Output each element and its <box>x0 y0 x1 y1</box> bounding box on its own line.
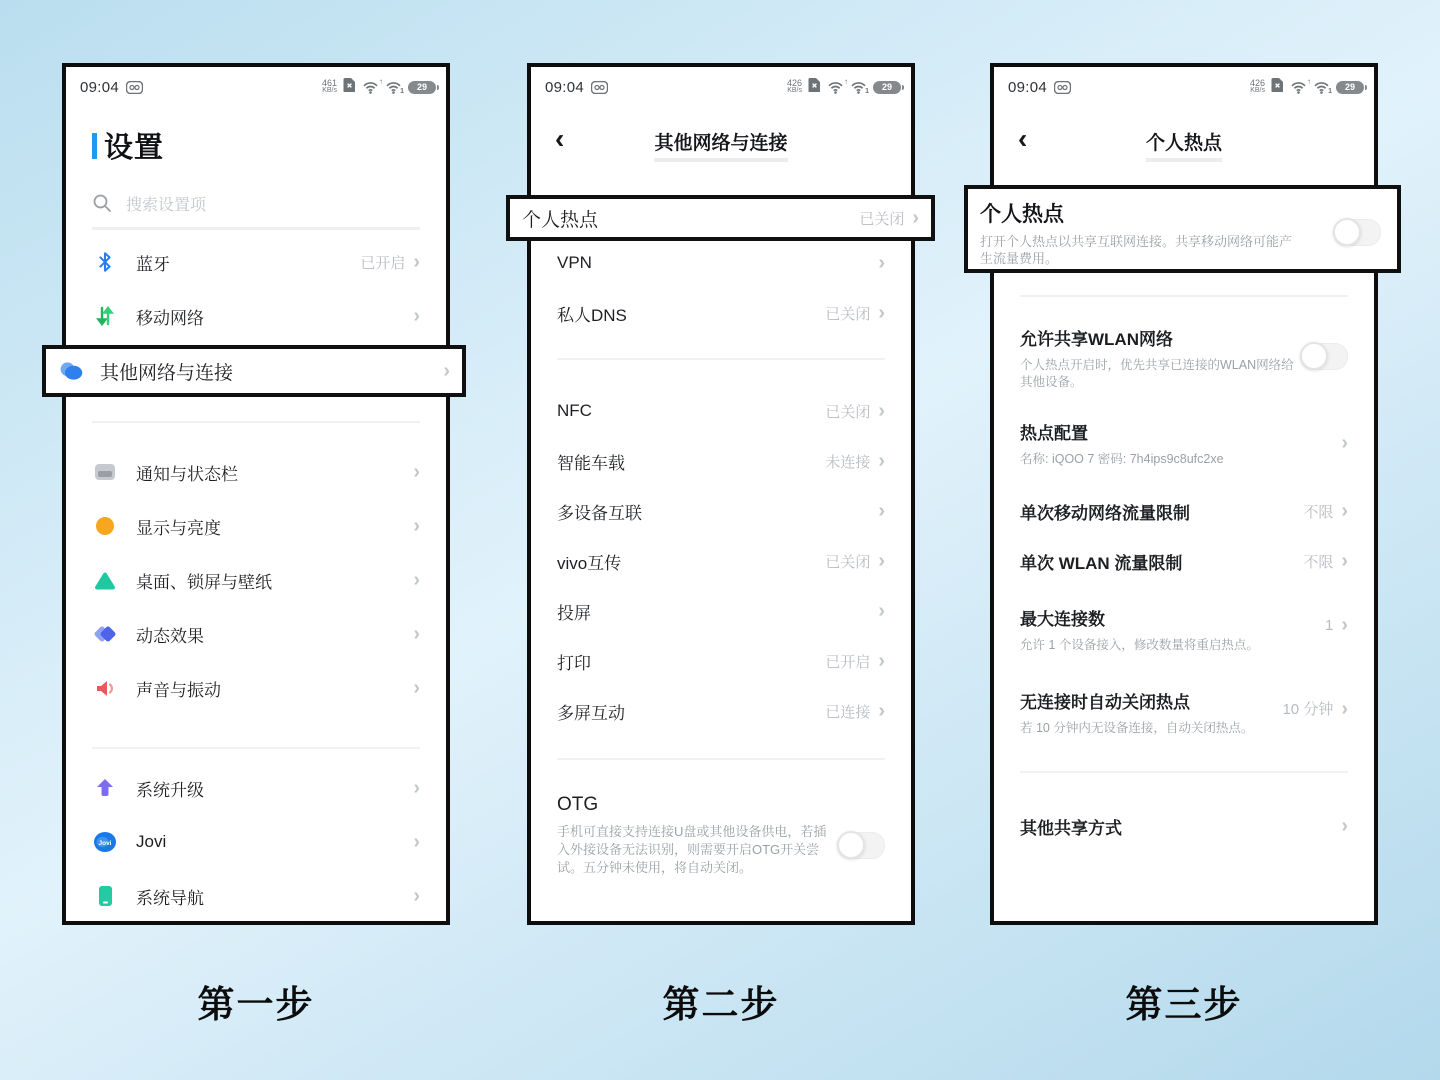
chevron-right-icon <box>413 462 420 482</box>
sim-card-icon <box>343 77 356 97</box>
settings-item-bluetooth[interactable]: 蓝牙 已开启 › <box>66 235 446 289</box>
mobile-network-icon <box>92 303 118 329</box>
wifi-icon: 1 <box>385 81 402 94</box>
settings-item-hotspot-config[interactable]: 热点配置 名称: iQOO 7 密码: 7h4ips9c8ufc2xe › <box>994 419 1374 468</box>
step-label-2: 第二步 <box>662 985 780 1026</box>
settings-item-wlan-data-limit[interactable]: 单次 WLAN 流量限制 不限 › <box>994 536 1374 586</box>
chevron-right-icon <box>1341 615 1348 635</box>
sim-card-icon <box>808 77 821 97</box>
chevron-right-icon <box>878 303 885 323</box>
hotspot-toggle[interactable] <box>1333 219 1381 246</box>
highlight-box-hotspot-entry[interactable]: 个人热点 已关闭 › <box>506 195 935 241</box>
other-networks-icon <box>58 358 84 384</box>
chevron-right-icon <box>878 551 885 571</box>
divider <box>557 358 885 360</box>
settings-item-otg <box>531 784 911 877</box>
settings-item-multiscreen[interactable]: 多屏互动 已连接 › <box>531 686 911 736</box>
settings-item-print[interactable]: 打印 已开启 › <box>531 636 911 686</box>
title-accent-bar <box>92 133 97 159</box>
settings-item-wallpaper[interactable]: 桌面、锁屏与壁纸 › <box>66 553 446 607</box>
status-bar <box>1008 75 1364 99</box>
chevron-right-icon <box>878 501 885 521</box>
nav-bar <box>531 129 911 161</box>
battery-icon: 29 <box>1336 81 1364 94</box>
status-bar <box>80 75 436 99</box>
wifi-icon: 1 <box>1313 81 1330 94</box>
settings-item-system-navigation[interactable]: 系统导航 › <box>66 869 446 923</box>
settings-item-allow-wlan-share: 允许共享WLAN网络 个人热点开启时，优先共享已连接的WLAN网络给其他设备。 <box>994 325 1374 391</box>
chevron-right-icon <box>413 570 420 590</box>
toggle-knob <box>837 831 865 859</box>
chevron-right-icon <box>413 832 420 852</box>
chevron-right-icon <box>413 678 420 698</box>
allow-wlan-toggle[interactable] <box>1300 343 1348 370</box>
battery-icon: 29 <box>408 81 436 94</box>
phone-step-2 <box>527 63 915 925</box>
settings-item-display[interactable]: 显示与亮度 › <box>66 499 446 553</box>
chevron-right-icon <box>1341 551 1348 571</box>
hotspot-description: 打开个人热点以共享互联网连接。共享移动网络可能产生流量费用。 <box>980 234 1293 266</box>
settings-item-multi-device[interactable]: 多设备互联 › <box>531 486 911 536</box>
highlight-box-other-networks[interactable]: 其他网络与连接 › <box>42 345 466 397</box>
chevron-right-icon <box>1341 699 1348 719</box>
chevron-right-icon <box>878 601 885 621</box>
wifi-data-icon: ↑ <box>1290 81 1307 94</box>
settings-item-sound[interactable]: 声音与振动 › <box>66 661 446 715</box>
chevron-right-icon <box>878 401 885 421</box>
settings-item-auto-off[interactable]: 无连接时自动关闭热点 若 10 分钟内无设备连接，自动关闭热点。 10 分钟 › <box>994 688 1374 737</box>
chevron-right-icon <box>413 306 420 326</box>
settings-item-car[interactable]: 智能车载 未连接 › <box>531 436 911 486</box>
chevron-right-icon <box>1341 433 1348 453</box>
wallpaper-icon <box>92 567 118 593</box>
chevron-right-icon <box>443 361 450 381</box>
chevron-right-icon <box>878 451 885 471</box>
settings-item-mobile-data-limit[interactable]: 单次移动网络流量限制 不限 › <box>994 486 1374 536</box>
page-title: 其他网络与连接 <box>654 128 787 162</box>
notification-statusbar-icon <box>92 459 118 485</box>
phone-step-1 <box>62 63 450 925</box>
status-bar <box>545 75 901 99</box>
chevron-right-icon <box>912 208 919 228</box>
step-label-3: 第三步 <box>1125 985 1243 1026</box>
settings-item-cast[interactable]: 投屏 › <box>531 586 911 636</box>
chevron-right-icon <box>413 886 420 906</box>
wifi-data-icon: ↑ <box>362 81 379 94</box>
clock: 09:04 <box>80 78 120 96</box>
system-upgrade-icon <box>92 775 118 801</box>
chevron-right-icon <box>878 651 885 671</box>
hotspot-title: 个人热点 <box>980 203 1064 226</box>
clock: 09:04 <box>545 78 585 96</box>
system-navigation-icon <box>92 883 118 909</box>
settings-item-notifications[interactable]: 通知与状态栏 › <box>66 445 446 499</box>
svg-text:Jovi: Jovi <box>98 839 112 847</box>
search-input[interactable] <box>124 196 368 216</box>
jovi-icon <box>92 829 118 855</box>
chevron-right-icon <box>413 252 420 272</box>
screen-record-icon <box>591 81 608 94</box>
settings-item-nfc[interactable]: NFC 已关闭 › <box>531 386 911 436</box>
back-icon[interactable] <box>1018 125 1027 153</box>
display-brightness-icon <box>92 513 118 539</box>
otg-label: OTG <box>557 794 599 815</box>
clock: 09:04 <box>1008 78 1048 96</box>
screen-record-icon <box>1054 81 1071 94</box>
step-label-1: 第一步 <box>197 985 315 1026</box>
dynamic-effects-icon <box>92 621 118 647</box>
settings-item-max-connections[interactable]: 最大连接数 允许 1 个设备接入，修改数量将重启热点。 1 › <box>994 605 1374 654</box>
network-speed: 426 KB/s <box>786 78 802 94</box>
network-speed: 426 KB/s <box>1249 78 1265 94</box>
divider <box>557 758 885 760</box>
settings-item-system-upgrade[interactable]: 系统升级 › <box>66 761 446 815</box>
divider <box>1020 295 1348 297</box>
chevron-right-icon <box>413 516 420 536</box>
settings-item-other-share[interactable]: 其他共享方式 › <box>994 801 1374 851</box>
toggle-knob <box>1333 218 1361 246</box>
chevron-right-icon <box>878 253 885 273</box>
wifi-icon: 1 <box>850 81 867 94</box>
divider <box>92 421 420 423</box>
bluetooth-icon <box>92 249 118 275</box>
otg-description: 手机可直接支持连接U盘或其他设备供电，若插入外接设备无法识别，则需要开启OTG开关尝试。五分钟未使用，将自动关闭。 <box>557 824 827 875</box>
search-icon <box>92 193 112 218</box>
wifi-data-icon: ↑ <box>827 81 844 94</box>
settings-item-vivoshare[interactable]: vivo互传 已关闭 › <box>531 536 911 586</box>
search-bar[interactable] <box>92 193 420 218</box>
settings-item-effects[interactable]: 动态效果 › <box>66 607 446 661</box>
settings-item-private-dns[interactable]: 私人DNS 已关闭 › <box>531 288 911 338</box>
chevron-right-icon <box>413 778 420 798</box>
toggle-knob <box>1300 342 1328 370</box>
page-title: 设置 <box>92 125 164 166</box>
search-underline <box>92 227 420 230</box>
sim-card-icon <box>1271 77 1284 97</box>
sound-vibration-icon <box>92 675 118 701</box>
chevron-right-icon <box>1341 816 1348 836</box>
otg-toggle[interactable] <box>837 832 885 859</box>
settings-item-mobile-network[interactable]: 移动网络 › <box>66 289 446 343</box>
settings-item-vpn[interactable]: VPN › <box>531 238 911 288</box>
nav-bar <box>994 129 1374 161</box>
back-icon[interactable] <box>555 125 564 153</box>
battery-icon: 29 <box>873 81 901 94</box>
chevron-right-icon <box>413 624 420 644</box>
divider <box>1020 771 1348 773</box>
chevron-right-icon <box>878 701 885 721</box>
divider <box>92 747 420 749</box>
settings-item-jovi[interactable]: Jovi Jovi › <box>66 815 446 869</box>
network-speed: 461 KB/s <box>321 78 337 94</box>
screen-record-icon <box>126 81 143 94</box>
highlight-box-hotspot-switch <box>964 185 1401 273</box>
page-title: 个人热点 <box>1146 128 1222 162</box>
chevron-right-icon <box>1341 501 1348 521</box>
